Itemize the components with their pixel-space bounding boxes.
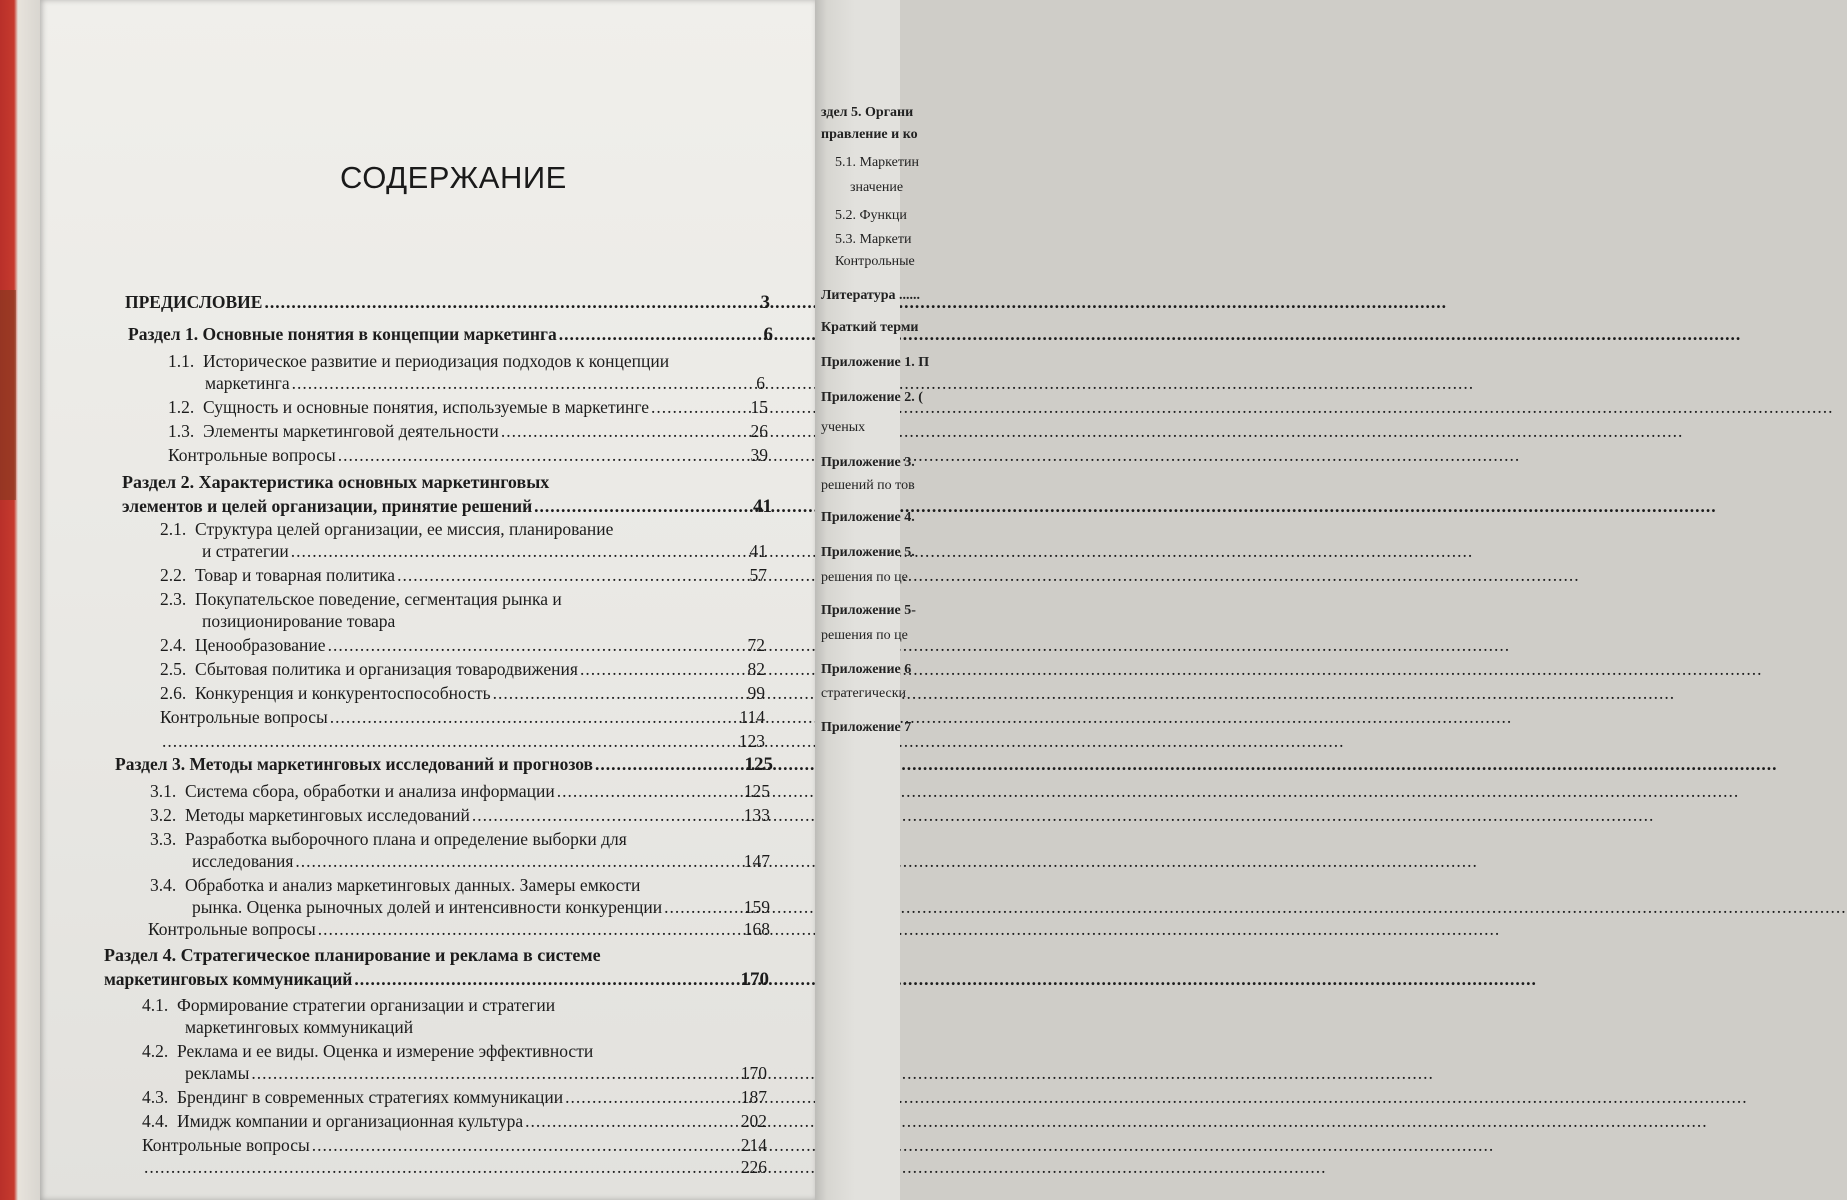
adjacent-book-edge — [0, 0, 40, 1200]
toc-item-4-4: 4.4. Имидж компании и организационная культура ..... 202 — [142, 1110, 767, 1132]
toc-item-4-1: 4.1. Формирование стратегии организации и стратегии — [142, 995, 556, 1015]
toc-item-4-2-cont: рекламы ..... 170 — [185, 1062, 767, 1084]
toc-item-1-3: 1.3. Элементы маркетинговой деятельности ..... 26 — [168, 420, 768, 442]
toc-item-2-1-cont: и стратегии ..... 41 — [202, 540, 767, 562]
toc-questions-2-page: ..... 123 — [160, 730, 765, 752]
facing-line: ученых — [821, 420, 866, 435]
facing-page-fragment — [815, 0, 930, 1200]
toc-item-2-3: 2.3. Покупательское поведение, сегментация рынка и — [160, 589, 562, 609]
facing-line: решений по тов — [821, 478, 915, 493]
toc-item-2-6: 2.6. Конкуренция и конкурентоспособность ..... 99 — [160, 682, 765, 704]
toc-item-3-2: 3.2. Методы маркетинговых исследований ..... 133 — [150, 804, 770, 826]
facing-line: Приложение 5- — [821, 603, 916, 618]
toc-item-1-2: 1.2. Сущность и основные понятия, используемые в маркетинге ..... 15 — [168, 396, 768, 418]
facing-line: Литература ...... — [821, 288, 920, 303]
page-title: СОДЕРЖАНИЕ — [340, 160, 567, 195]
facing-line: Контрольные — [835, 254, 915, 269]
toc-section-1: Раздел 1. Основные понятия в концепции маркетинга ..... 6 — [128, 323, 773, 346]
facing-line: Краткий терми — [821, 320, 919, 335]
page-number: 3 — [760, 292, 770, 313]
facing-line: решения по це — [821, 628, 908, 643]
facing-line: Приложение 2. ( — [821, 390, 923, 405]
toc-item-4-1-cont: маркетинговых коммуникаций — [185, 1017, 414, 1037]
toc-item-2-5: 2.5. Сбытовая политика и организация товародвижения ..... 82 — [160, 658, 765, 680]
facing-line: Приложение 4. — [821, 510, 915, 525]
toc-item-3-3: 3.3. Разработка выборочного плана и определение выборки для — [150, 829, 627, 849]
facing-line: Приложение 3. — [821, 455, 915, 470]
facing-line: 5.1. Маркетин — [835, 155, 919, 170]
facing-line: Приложение 1. П — [821, 355, 930, 370]
facing-line: правление и ко — [821, 127, 918, 142]
toc-item-2-4: 2.4. Ценообразование ..... 72 — [160, 634, 765, 656]
toc-item-1-1: 1.1. Историческое развитие и периодизация подходов к концепции — [168, 351, 670, 371]
toc-questions-4-page: ..... 226 — [142, 1156, 767, 1178]
facing-line: здел 5. Органи — [821, 105, 914, 120]
toc-section-4: маркетинговых коммуникаций ..... 170 — [104, 968, 769, 991]
facing-line: стратегически — [821, 686, 907, 701]
facing-line: 5.2. Функци — [835, 208, 907, 223]
toc-item-2-3-cont: позиционирование товара — [202, 611, 396, 631]
facing-line: Приложение 5. — [821, 545, 915, 560]
book-page — [40, 0, 815, 1200]
toc-item-4-2: 4.2. Реклама и ее виды. Оценка и измерение эффективности — [142, 1041, 594, 1061]
toc-item-3-1: 3.1. Система сбора, обработки и анализа информации ..... 125 — [150, 780, 770, 802]
toc-item-1-1-cont: маркетинга ..... 6 — [205, 372, 765, 394]
toc-section-2-line1: Раздел 2. Характеристика основных маркетинговых — [122, 472, 550, 492]
toc-item-2-1: 2.1. Структура целей организации, ее миссия, планирование — [160, 519, 614, 539]
facing-line: 5.3. Маркети — [835, 232, 912, 247]
toc-questions-1: Контрольные вопросы ..... 39 — [168, 444, 768, 466]
facing-line: решения по це — [821, 570, 908, 585]
toc-section-4-line1: Раздел 4. Стратегическое планирование и реклама в системе — [104, 945, 601, 965]
table-of-contents — [40, 0, 815, 1200]
toc-questions-4: Контрольные вопросы ..... 214 — [142, 1134, 767, 1156]
facing-line: Приложение 6 — [821, 662, 912, 677]
toc-questions-2: Контрольные вопросы ..... 114 — [160, 706, 765, 728]
toc-section-3: Раздел 3. Методы маркетинговых исследований и прогнозов ..... 125 — [115, 753, 773, 776]
facing-line: значение — [850, 180, 904, 195]
facing-line: Приложение 7 — [821, 720, 912, 735]
toc-item-2-2: 2.2. Товар и товарная политика ..... 57 — [160, 564, 767, 586]
toc-item-4-3: 4.3. Брендинг в современных стратегиях коммуникации ..... 187 — [142, 1086, 767, 1108]
toc-item-3-3-cont: исследования ..... 147 — [192, 850, 770, 872]
toc-section-2: элементов и целей организации, принятие решений ..... 41 — [122, 495, 772, 518]
toc-item-3-4-cont: рынка. Оценка рыночных долей и интенсивности конкуренции ..... 159 — [192, 896, 770, 918]
toc-entry-preface: ПРЕДИСЛОВИЕ ..... 3 — [125, 291, 770, 314]
toc-questions-3: Контрольные вопросы ..... 168 — [148, 918, 770, 940]
toc-item-3-4: 3.4. Обработка и анализ маркетинговых данных. Замеры емкости — [150, 875, 641, 895]
